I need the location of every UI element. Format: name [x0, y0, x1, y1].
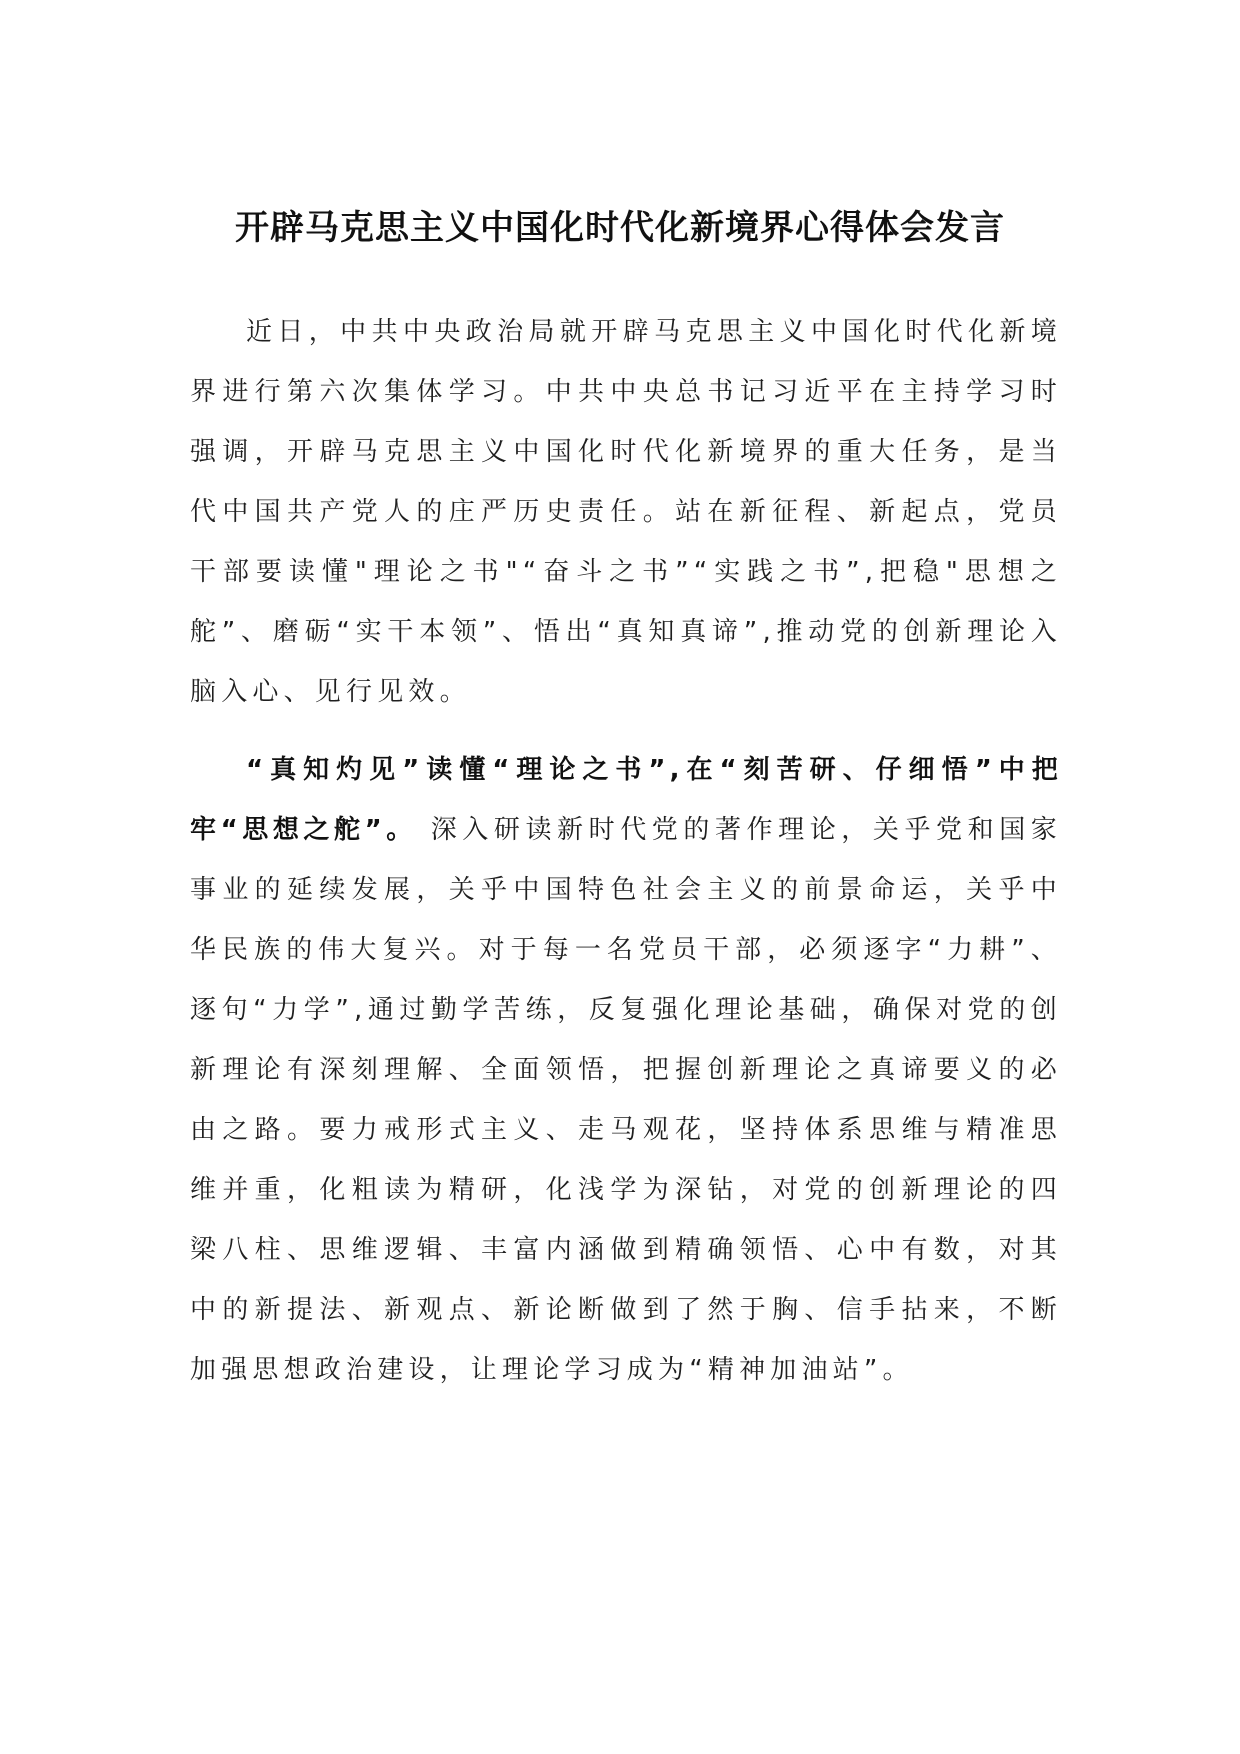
- paragraph-intro-text: 近日，中共中央政治局就开辟马克思主义中国化时代化新境界进行第六次集体学习。中共中央总书记习近平在主持学习时强调，开辟马克思主义中国化时代化新境界的重大任务，是当代中国共产党人的庄严历史责任。站在新征程、新起点，党员干部要读懂"理论之书"“奋斗之书”“实践之书”,把稳"思想之舵”、磨砺“实干本领”、悟出“真知真谛”,推动党的创新理论入脑入心、见行见效。: [190, 317, 1062, 707]
- section-heading: “真知灼见”读懂“理论之书”,在“刻苦研、仔细悟”中把牢“思想之舵”。: [190, 755, 1062, 845]
- paragraph-intro: [190, 302, 1062, 722]
- paragraph-section-1: [190, 740, 1062, 1400]
- document-title: 开辟马克思主义中国化时代化新境界心得体会发言: [235, 208, 1005, 248]
- paragraph-section-1-text: 深入研读新时代党的著作理论，关乎党和国家事业的延续发展，关乎中国特色社会主义的前景命运，关乎中华民族的伟大复兴。对于每一名党员干部，必须逐字“力耕”、逐句“力学”,通过勤学苦练，反复强化理论基础，确保对党的创新理论有深刻理解、全面领悟，把握创新理论之真谛要义的必由之路。要力戒形式主义、走马观花，坚持体系思维与精准思维并重，化粗读为精研，化浅学为深钻，对党的创新理论的四梁八柱、思维逻辑、丰富内涵做到精确领悟、心中有数，对其中的新提法、新观点、新论断做到了然于胸、信手拈来，不断加强思想政治建设，让理论学习成为“精神加油站”。: [190, 815, 1063, 1385]
